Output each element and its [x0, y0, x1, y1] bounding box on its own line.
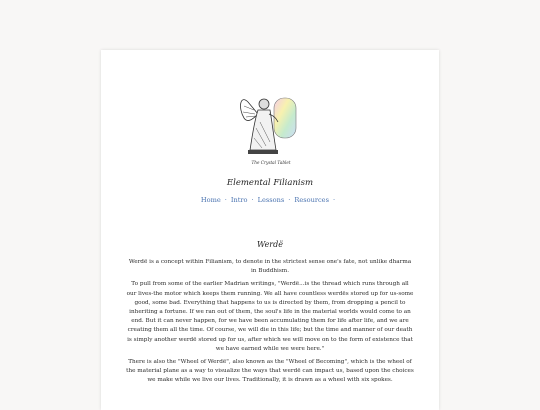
- angel-tablet-icon: [236, 88, 306, 168]
- nav-separator: ·: [288, 196, 291, 204]
- article-title: Werdë: [257, 240, 283, 249]
- site-title[interactable]: Elemental Filianism: [226, 178, 314, 188]
- logo-caption: The Crystal Tablet: [251, 160, 291, 165]
- nav-item-intro[interactable]: Intro: [230, 196, 248, 204]
- nav-separator: ·: [224, 196, 227, 204]
- nav-separator: ·: [251, 196, 254, 204]
- article-paragraph: There is also the "Wheel of Werdë", also known as the "Wheel of Becoming", which is the wheel of the material plane as a way to visualize the ways that werdë can impact us, based upon the choices we make while we live our lives. Traditionally, it is drawn as a wheel with six spokes.: [126, 359, 414, 384]
- article-paragraph: To pull from some of the earlier Madrian writings, "Werdë...is the thread which runs through all our lives-the motor which keeps them running. We all have countless werdës stored up for us-some good, some bad. Everything that happens to us is directed by them, from dropping a pencil to inheriting a fortune. If we ran out of them, the soul's life in the material worlds would come to an end. But it can never happen, for we have been accumulating them for life after life, and we are creating them all the time. Of course, we will die in this life; but the time and manner of our death is simply another werdë stored up for us, after which we will move on to the form of existence that we have earned while we were here.": [126, 281, 414, 352]
- article-body: [126, 258, 414, 390]
- article-paragraph: Werdë is a concept within Filianism, to denote in the strictest sense one's fate, not unlike dharma in Buddhism.: [128, 259, 412, 275]
- nav-item-home[interactable]: Home: [200, 196, 221, 204]
- nav-item-lessons[interactable]: Lessons: [257, 196, 285, 204]
- main-nav: [101, 196, 439, 204]
- nav-item-resources[interactable]: Resources: [294, 196, 329, 204]
- site-logo[interactable]: [236, 88, 306, 168]
- nav-separator: ·: [332, 196, 336, 204]
